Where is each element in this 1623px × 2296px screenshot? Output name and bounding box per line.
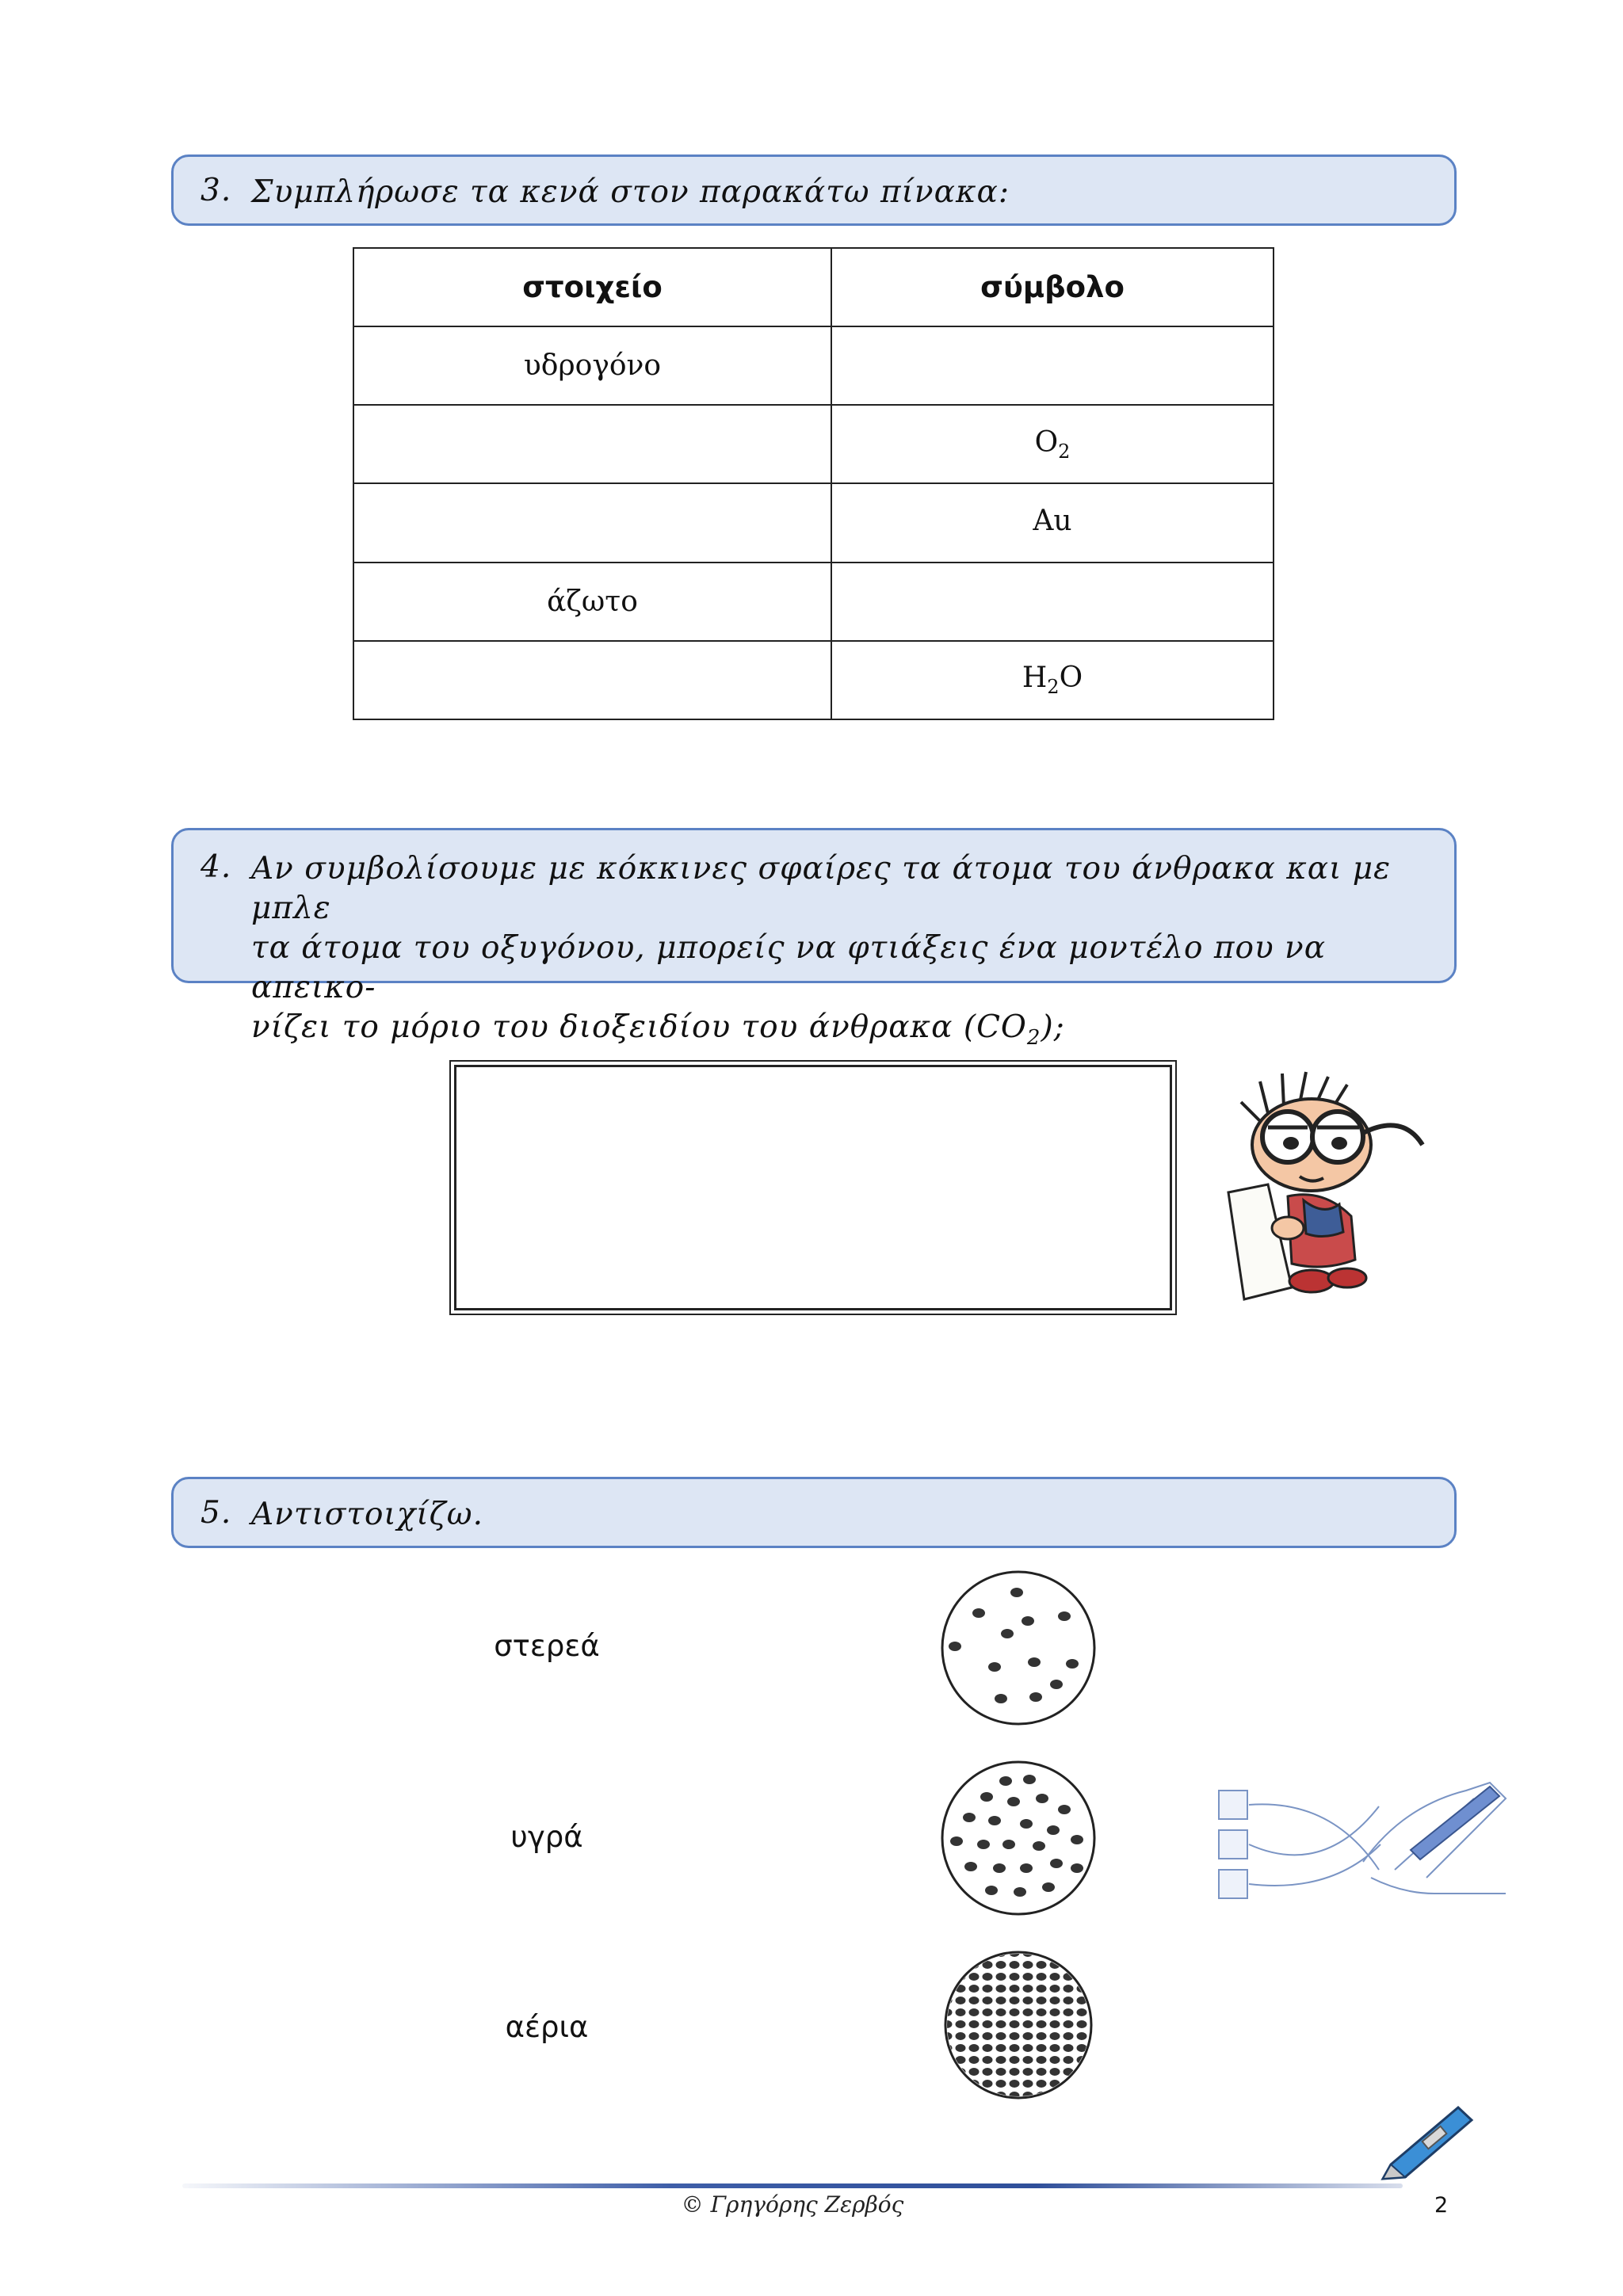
symbol-cell[interactable]	[831, 563, 1274, 641]
symbol-cell[interactable]: $O_2$	[831, 405, 1274, 483]
question-5-number: 5.	[200, 1495, 232, 1531]
particle-diagram-sparse[interactable]	[938, 1567, 1099, 1729]
element-cell[interactable]	[353, 405, 831, 483]
state-label-liquid: υγρά	[510, 1820, 583, 1854]
table-row	[353, 563, 1274, 641]
question-4-header	[171, 828, 1457, 1050]
pen-icon	[1375, 2100, 1478, 2187]
state-label-gas: αέρια	[505, 2010, 589, 2044]
hand-writing-matching-icon	[1212, 1775, 1514, 1917]
question-3-header	[171, 154, 1457, 226]
footer-divider	[182, 2183, 1403, 2188]
elements-table	[353, 247, 1274, 720]
column-header-element: στοιχείο	[353, 248, 831, 326]
particle-diagram-medium[interactable]	[938, 1757, 1099, 1919]
table-row	[353, 641, 1274, 719]
question-4-number: 4.	[200, 849, 232, 885]
reading-boy-cartoon-icon	[1212, 1058, 1450, 1311]
question-5-prompt: Αντιστοιχίζω.	[251, 1497, 483, 1532]
symbol-cell[interactable]	[831, 326, 1274, 405]
table-header-row	[353, 248, 1274, 326]
page-number: 2	[1434, 2193, 1449, 2218]
symbol-cell[interactable]: Au	[831, 483, 1274, 562]
question-3-number: 3.	[200, 173, 232, 208]
symbol-cell[interactable]: $H_2O$	[831, 641, 1274, 719]
element-cell[interactable]	[353, 483, 831, 562]
question-3-prompt: Συμπλήρωσε τα κενά στον παρακάτω πίνακα:	[251, 174, 1010, 210]
element-cell[interactable]	[353, 641, 831, 719]
particle-diagram-dense[interactable]	[941, 1947, 1096, 2103]
question-4-prompt: Αν συμβολίσουμε με κόκκινες σφαίρες τα άτομα του άνθρακα και με μπλε τα άτομα του οξυγόνου, μπορείς να φτιάξεις ένα μοντέλο που να απεικο- νίζει το μόριο του διοξειδίου του άνθρακα $(CO_2)$;	[251, 851, 1392, 1050]
table-row	[353, 326, 1274, 405]
column-header-symbol: σύμβολο	[831, 248, 1274, 326]
footer-author: © Γρηγόρης Ζερβός	[681, 2191, 904, 2218]
table-row	[353, 405, 1274, 483]
table-row	[353, 483, 1274, 562]
question-5-header	[171, 1477, 1457, 1548]
element-cell[interactable]: υδρογόνο	[353, 326, 831, 405]
state-label-solid: στερεά	[494, 1629, 600, 1663]
answer-drawing-box[interactable]	[449, 1060, 1177, 1315]
element-cell[interactable]: άζωτο	[353, 563, 831, 641]
